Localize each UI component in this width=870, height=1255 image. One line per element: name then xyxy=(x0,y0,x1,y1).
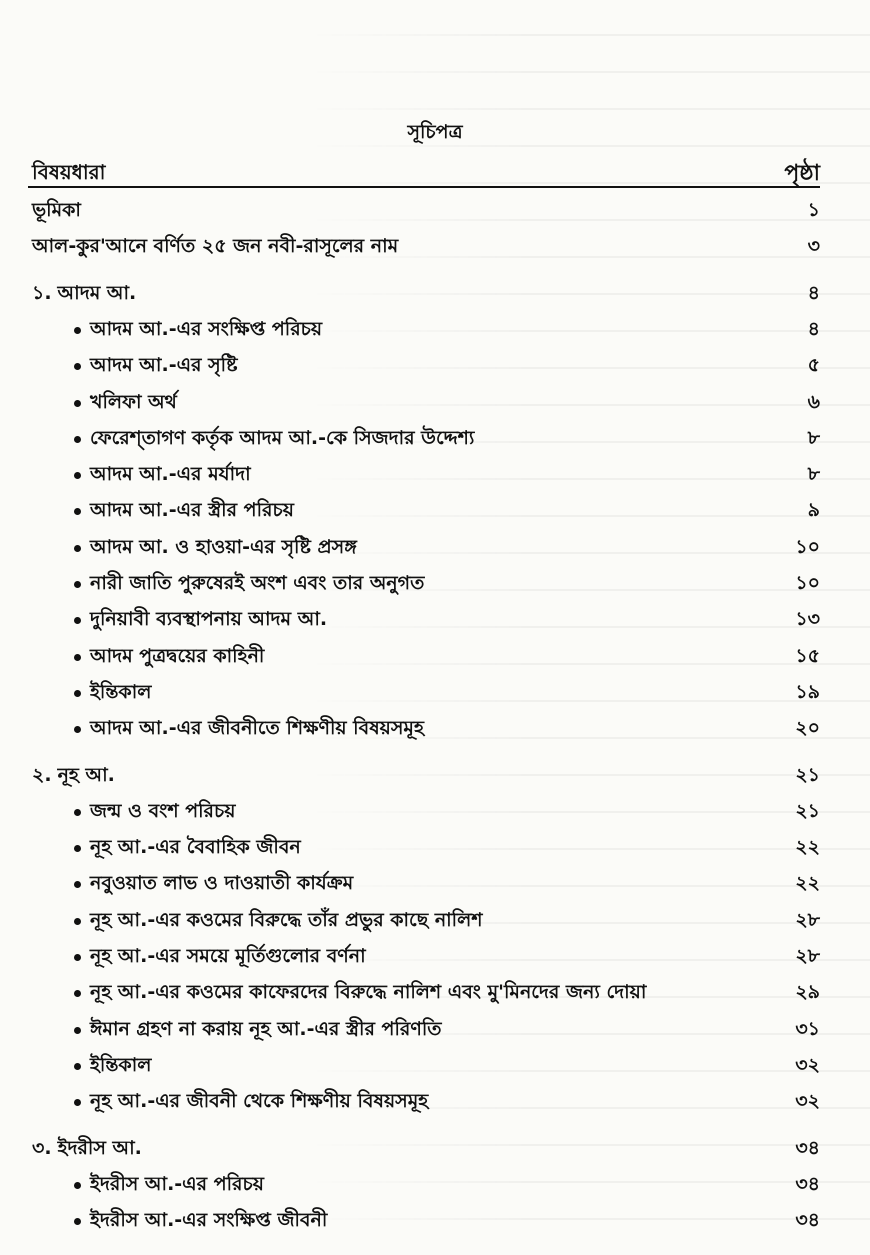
toc-entry-text: ফেরেশ্‌তাগণ কর্তৃক আদম আ.-কে সিজদার উদ্দেশ্য xyxy=(90,426,475,449)
toc-item xyxy=(28,601,820,637)
toc-entry-title xyxy=(90,351,237,379)
toc-item xyxy=(28,1166,820,1202)
toc-entry-text: নূহ আ.-এর কওমের কাফেরদের বিরুদ্ধে নালিশ এবং মু'মিনদের জন্য দোয়া xyxy=(90,981,647,1004)
toc-entry-title xyxy=(90,1051,151,1079)
toc-entry-text: নূহ আ.-এর সময়ে মূর্তিগুলোর বর্ণনা xyxy=(90,945,366,967)
toc-entry-text: আদম পুত্রদ্বয়ের কাহিনী xyxy=(90,644,265,667)
toc-entry-text: আদম আ.-এর জীবনীতে শিক্ষণীয় বিষয়সমূহ xyxy=(90,717,424,740)
toc-entry-title xyxy=(32,279,136,307)
toc-entry-title xyxy=(90,833,301,861)
toc-page-number: ৩২ xyxy=(795,1090,820,1113)
toc-page-number: ২২ xyxy=(795,836,820,859)
toc-item xyxy=(28,865,820,901)
toc-entry-title xyxy=(90,1170,264,1198)
toc-entry-text: নূহ আ. xyxy=(57,763,115,786)
toc-page-number: ৮ xyxy=(807,463,820,486)
toc-entry-title xyxy=(90,642,264,670)
toc-page-number: ১০ xyxy=(795,535,820,558)
toc-entry-title xyxy=(90,460,251,488)
toc-page-number: ৩৪ xyxy=(795,1209,820,1232)
toc-item xyxy=(28,456,820,492)
bullet-icon xyxy=(74,472,81,479)
chapter-number: ৩. xyxy=(32,1136,52,1159)
toc-item xyxy=(28,638,820,674)
bullet-icon xyxy=(74,617,81,624)
toc-page-number: ৯ xyxy=(807,499,820,522)
toc-entry-text: ভূমিকা xyxy=(32,199,81,221)
toc-entry-text: নারী জাতি পুরুষেরই অংশ এবং তার অনুগত xyxy=(90,572,425,594)
toc-entry-text: ইদরীস আ. xyxy=(57,1136,142,1159)
bullet-icon xyxy=(74,1063,81,1070)
page-column-heading: পৃষ্ঠা xyxy=(784,161,820,186)
toc-item xyxy=(28,1083,820,1119)
bullet-icon xyxy=(74,726,81,733)
toc-page-number: ৩২ xyxy=(795,1053,820,1076)
chapter-number: ২. xyxy=(32,763,52,786)
toc-page-number: ৪ xyxy=(807,317,820,340)
toc-page-number: ২৯ xyxy=(795,981,820,1004)
bullet-icon xyxy=(74,436,81,443)
toc-entry-title xyxy=(32,1134,142,1162)
toc-page-number: ২০ xyxy=(795,717,820,740)
toc-page-number: ১৫ xyxy=(795,644,820,667)
toc-section xyxy=(28,757,820,793)
bullet-icon xyxy=(74,881,81,888)
bullet-icon xyxy=(74,690,81,697)
bullet-icon xyxy=(74,508,81,515)
toc-item xyxy=(28,1202,820,1238)
toc-item xyxy=(28,492,820,528)
toc-item xyxy=(28,311,820,347)
toc-page-number: ৩ xyxy=(807,235,820,258)
toc-section xyxy=(28,275,820,311)
toc-page-number: ৬ xyxy=(807,390,820,413)
toc-entry-title xyxy=(90,678,151,706)
toc-section xyxy=(28,192,820,228)
bullet-icon xyxy=(74,845,81,852)
toc-header xyxy=(28,150,820,188)
toc-entry-text: আদম আ. ও হাওয়া-এর সৃষ্টি প্রসঙ্গ xyxy=(90,535,357,558)
toc-entry-title xyxy=(32,232,398,260)
toc-entry-text: জন্ম ও বংশ পরিচয় xyxy=(90,799,236,822)
toc-section xyxy=(28,228,820,264)
toc-entry-text: ইন্তিকাল xyxy=(90,680,152,703)
toc-entry-title xyxy=(90,1206,327,1234)
toc-entry-title xyxy=(90,942,366,970)
toc-item xyxy=(28,1047,820,1083)
toc-page-number: ১৩ xyxy=(795,608,820,631)
toc-entry-title xyxy=(90,869,353,897)
toc-entry-text: আদম আ.-এর মর্যাদা xyxy=(90,463,251,486)
bullet-icon xyxy=(74,545,81,552)
toc-page-number: ৫ xyxy=(807,354,820,377)
toc-entry-title xyxy=(90,1087,428,1115)
bullet-icon xyxy=(74,1182,81,1189)
bullet-icon xyxy=(74,1218,81,1225)
toc-page-number: ২৮ xyxy=(795,908,820,931)
toc-entry-title xyxy=(90,315,322,343)
toc-item xyxy=(28,974,820,1010)
toc-entry-text: ইদরীস আ.-এর সংক্ষিপ্ত জীবনী xyxy=(90,1209,328,1232)
bullet-icon xyxy=(74,954,81,961)
toc-entry-text: আল-কুর'আনে বর্ণিত ২৫ জন নবী-রাসূলের নাম xyxy=(32,235,399,258)
toc-entry-text: দুনিয়াবী ব্যবস্থাপনায় আদম আ. xyxy=(90,608,328,631)
toc-entry-text: আদম আ.-এর স্ত্রীর পরিচয় xyxy=(90,499,294,522)
bullet-icon xyxy=(74,581,81,588)
toc-entry-text: নবুওয়াত লাভ ও দাওয়াতী কার্যক্রম xyxy=(90,872,354,895)
bullet-icon xyxy=(74,918,81,925)
toc-item xyxy=(28,347,820,383)
toc-entry-title xyxy=(90,797,235,825)
toc-entry-text: আদম আ.-এর সৃষ্টি xyxy=(90,354,238,377)
toc-page-number: ২১ xyxy=(795,763,820,786)
toc-entry-title xyxy=(90,569,424,597)
toc-item xyxy=(28,420,820,456)
toc-entry-text: আদম আ.-এর সংক্ষিপ্ত পরিচয় xyxy=(90,317,323,340)
toc-entry-title xyxy=(32,196,81,224)
bullet-icon xyxy=(74,809,81,816)
toc-page-number: ৮ xyxy=(807,426,820,449)
toc-item xyxy=(28,793,820,829)
toc-item xyxy=(28,902,820,938)
toc-item xyxy=(28,565,820,601)
page-title: সূচিপত্র xyxy=(407,121,463,143)
toc-entry-title xyxy=(90,906,483,934)
toc-entry-title xyxy=(90,1015,442,1043)
toc-item xyxy=(28,384,820,420)
toc-item xyxy=(28,1011,820,1047)
toc-page-number: ১ xyxy=(807,199,820,221)
bullet-icon xyxy=(74,327,81,334)
toc-item xyxy=(28,674,820,710)
toc-page-number: ৩৪ xyxy=(795,1136,820,1159)
toc-page-number: ২২ xyxy=(795,872,820,895)
subject-column-heading: বিষয়ধারা xyxy=(32,160,106,184)
toc-entry-text: নূহ আ.-এর বৈবাহিক জীবন xyxy=(90,836,301,859)
bullet-icon xyxy=(74,990,81,997)
toc-entry-text: ঈমান গ্রহণ না করায় নূহ আ.-এর স্ত্রীর পরিণতি xyxy=(90,1017,442,1040)
toc-page-number: ৩৪ xyxy=(795,1172,820,1195)
toc-entry-text: নূহ আ.-এর কওমের বিরুদ্ধে তাঁর প্রভুর কাছে নালিশ xyxy=(90,908,483,931)
toc-item xyxy=(28,529,820,565)
bullet-icon xyxy=(74,400,81,407)
toc-entry-title xyxy=(90,714,424,742)
toc-entry-title xyxy=(90,533,357,561)
toc-entry-title xyxy=(90,605,327,633)
toc-page-number: ২১ xyxy=(795,799,820,822)
toc-entry-text: ইদরীস আ.-এর পরিচয় xyxy=(90,1172,264,1195)
toc-page-number: ৩১ xyxy=(795,1017,820,1040)
toc-entry-text: নূহ আ.-এর জীবনী থেকে শিক্ষণীয় বিষয়সমূহ xyxy=(90,1090,429,1113)
bullet-icon xyxy=(74,363,81,370)
bullet-icon xyxy=(74,1027,81,1034)
bullet-icon xyxy=(74,654,81,661)
toc-entry-title xyxy=(90,388,177,416)
toc-page-number: ১০ xyxy=(795,572,820,594)
chapter-number: ১. xyxy=(32,281,52,304)
toc-entry-text: আদম আ. xyxy=(57,281,137,304)
toc-item xyxy=(28,829,820,865)
toc-entry-title xyxy=(32,761,115,789)
toc-entry-title xyxy=(90,496,294,524)
toc-entry-title xyxy=(90,978,646,1006)
toc-page-number: ১৯ xyxy=(795,680,820,703)
toc-page-number: ৪ xyxy=(807,281,820,304)
toc-item xyxy=(28,710,820,746)
toc-entry-title xyxy=(90,424,474,452)
toc-entry-text: ইন্তিকাল xyxy=(90,1053,152,1076)
toc-page-number: ২৮ xyxy=(795,945,820,967)
toc-section xyxy=(28,1130,820,1166)
toc-item xyxy=(28,938,820,974)
toc-entry-text: খলিফা অর্থ xyxy=(90,390,177,413)
bullet-icon xyxy=(74,1099,81,1106)
